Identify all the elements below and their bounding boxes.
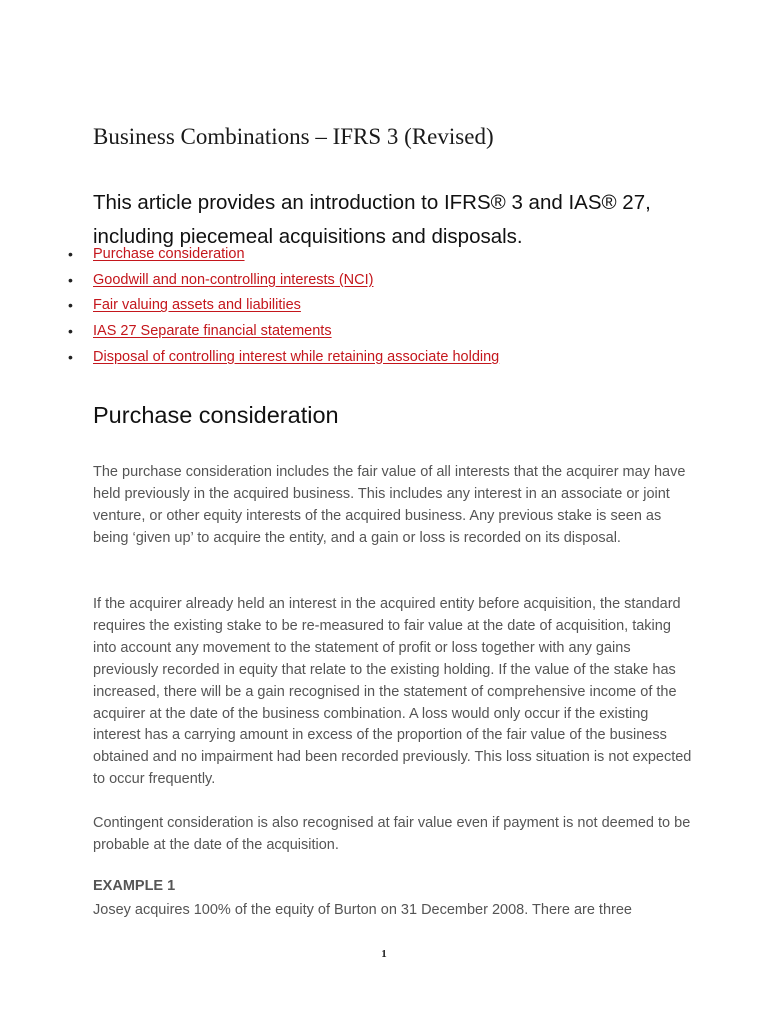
bullet-icon: • (68, 348, 73, 365)
toc-link-fair-valuing[interactable]: Fair valuing assets and liabilities (93, 297, 301, 314)
intro-text: This article provides an introduction to IFRS® 3 and IAS® 27, including piecemeal acquisitions and disposals. (93, 191, 651, 248)
body-paragraph: The purchase consideration includes the fair value of all interests that the acquirer may have held previously in the acquired business. This includes any interest in an associate or joint venture, or other equity interests of the acquired business. Any previous stake is seen as being ‘given up’ to acquire the entity, and a gain or loss is recorded on its disposal. (93, 464, 686, 546)
section-heading: Purchase consideration (93, 402, 339, 428)
body-paragraph: If the acquirer already held an interest in the acquired entity before acquisition, the standard requires the existing stake to be re-measured to fair value at the date of acquisition, taking into account any movement to the statement of profit or loss together with any gains previously recorded in equity that relate to the existing holding. If the value of the stake has increased, there will be a gain recognised in the statement of comprehensive income of the acquirer at the date of the business combination. A loss would only occur if the existing interest has a carrying amount in excess of the proportion of the fair value of the business obtained and no impairment had been recorded previously. This loss situation is not expected to occur frequently. (93, 596, 692, 788)
bullet-icon: • (68, 246, 73, 262)
toc-link-goodwill-nci[interactable]: Goodwill and non-controlling interests (NCI) (93, 271, 374, 288)
example-text: Josey acquires 100% of the equity of Burton on 31 December 2008. There are three (93, 902, 632, 918)
page-number: 1 (381, 948, 387, 960)
toc-item (68, 346, 500, 372)
toc-item (68, 243, 499, 269)
toc-item (68, 320, 499, 346)
bullet-icon: • (68, 271, 73, 288)
toc-link-ias27[interactable]: IAS 27 Separate financial statements (93, 323, 332, 340)
toc-item (68, 269, 499, 295)
toc-link-disposal[interactable]: Disposal of controlling interest while retaining associate holding (93, 348, 500, 365)
bullet-icon: • (68, 323, 73, 340)
toc-item (68, 294, 499, 320)
table-of-contents (68, 243, 500, 371)
example-label: EXAMPLE 1 (93, 878, 176, 894)
bullet-icon: • (68, 297, 73, 314)
toc-link-purchase-consideration[interactable]: Purchase consideration (93, 246, 245, 262)
document-title: Business Combinations – IFRS 3 (Revised) (93, 124, 494, 149)
body-paragraph: Contingent consideration is also recognised at fair value even if payment is not deemed to be probable at the date of the acquisition. (93, 815, 691, 853)
